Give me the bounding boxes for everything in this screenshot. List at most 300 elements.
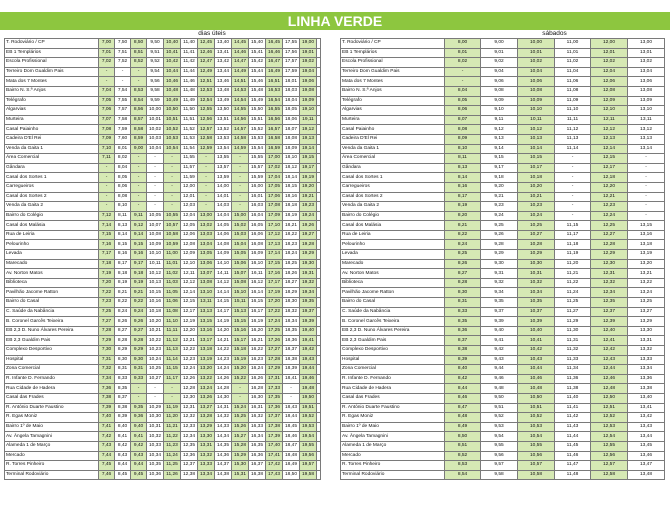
- departure-time: 8,59: [131, 134, 147, 144]
- departure-time: 13,19: [198, 355, 215, 365]
- departure-time: 10,21: [518, 192, 555, 202]
- departure-time: 16,00: [249, 182, 266, 192]
- departure-time: 16,10: [249, 259, 266, 269]
- departure-time: 11,44: [181, 67, 198, 77]
- departure-time: 12,23: [181, 355, 198, 365]
- departure-time: 11,54: [181, 144, 198, 154]
- departure-time: -: [164, 192, 181, 202]
- table-row: [341, 259, 665, 269]
- stop-name: Casal das Frades: [5, 393, 99, 403]
- stop-name: EB 1 Templários: [341, 48, 445, 58]
- departure-time: 17,31: [266, 374, 283, 384]
- table-row: [341, 269, 665, 279]
- departure-time: 12,20: [591, 182, 628, 192]
- departure-time: 11,38: [555, 384, 591, 394]
- departure-time: 10,17: [518, 163, 555, 173]
- table-row: [341, 58, 665, 68]
- departure-time: 7,10: [99, 144, 115, 154]
- departure-time: 14,54: [232, 96, 249, 106]
- stop-name: C. Saúde da Nabância: [341, 307, 445, 317]
- spacer-cell: [317, 288, 321, 298]
- departure-time: 12,00: [181, 182, 198, 192]
- departure-time: 11,46: [181, 77, 198, 87]
- departure-time: 14,10: [215, 259, 232, 269]
- departure-time: 17,36: [266, 403, 283, 413]
- stop-name: Carregueiros: [5, 182, 99, 192]
- departure-time: 11,15: [164, 365, 181, 375]
- departure-time: 15,54: [249, 144, 266, 154]
- departure-time: 11,02: [164, 269, 181, 279]
- spacer-cell: [317, 134, 321, 144]
- departure-time: 16,59: [266, 144, 283, 154]
- departure-time: 10,21: [147, 326, 164, 336]
- departure-time: 7,27: [99, 317, 115, 327]
- stop-name: Carregueiros: [341, 182, 445, 192]
- departure-time: 15,13: [232, 307, 249, 317]
- departure-time: 18,49: [283, 461, 300, 471]
- stop-name: Venda da Gaita 2: [341, 202, 445, 212]
- departure-time: 18,03: [283, 86, 300, 96]
- departure-time: 13,20: [198, 365, 215, 375]
- spacer-cell: [317, 307, 321, 317]
- departure-time: 9,46: [481, 374, 518, 384]
- departure-time: 13,30: [628, 326, 665, 336]
- departure-time: 8,44: [115, 461, 131, 471]
- departure-time: 13,31: [198, 441, 215, 451]
- departure-time: 16,21: [249, 336, 266, 346]
- table-row: [5, 355, 321, 365]
- departure-time: 7,60: [115, 134, 131, 144]
- departure-time: -: [164, 384, 181, 394]
- departure-time: 9,29: [131, 346, 147, 356]
- departure-time: 10,41: [518, 336, 555, 346]
- departure-time: -: [164, 154, 181, 164]
- departure-time: -: [232, 173, 249, 183]
- table-row: [5, 240, 321, 250]
- departure-time: 12,13: [591, 134, 628, 144]
- departure-time: 11,25: [164, 461, 181, 471]
- departure-time: 19,56: [300, 451, 317, 461]
- departure-time: 17,16: [266, 269, 283, 279]
- departure-time: 9,31: [131, 365, 147, 375]
- stop-name: Marecado: [5, 259, 99, 269]
- stop-name: Pavilhão Jacome Ratton: [341, 288, 445, 298]
- spacer-cell: [317, 39, 321, 49]
- stop-name: Terreiro Dom Gualdim Pais: [5, 67, 99, 77]
- departure-time: 7,28: [99, 326, 115, 336]
- stop-name: Venda da Gaita 1: [5, 144, 99, 154]
- stop-name: Bairro N. S.ª Anjos: [341, 86, 445, 96]
- departure-time: 11,19: [555, 250, 591, 260]
- departure-time: 14,58: [232, 134, 249, 144]
- departure-time: 11,42: [555, 413, 591, 423]
- departure-time: 9,14: [131, 230, 147, 240]
- table-row: [341, 106, 665, 116]
- stop-name: Rua de Leiria: [341, 230, 445, 240]
- departure-time: -: [147, 154, 164, 164]
- departure-time: 14,04: [215, 211, 232, 221]
- departure-time: 10,05: [147, 211, 164, 221]
- table-row: [341, 288, 665, 298]
- departure-time: 12,01: [591, 48, 628, 58]
- departure-time: -: [283, 393, 300, 403]
- table-row: [5, 374, 321, 384]
- departure-time: 12,43: [591, 355, 628, 365]
- departure-time: 10,46: [518, 374, 555, 384]
- departure-time: 17,37: [266, 413, 283, 423]
- departure-time: 9,52: [147, 58, 164, 68]
- departure-time: 11,48: [181, 86, 198, 96]
- departure-time: 19,02: [300, 58, 317, 68]
- departure-time: 16,09: [249, 250, 266, 260]
- departure-time: 7,29: [99, 336, 115, 346]
- departure-time: 12,55: [198, 106, 215, 116]
- spacer-cell: [317, 451, 321, 461]
- departure-time: -: [628, 154, 665, 164]
- departure-time: 10,50: [518, 393, 555, 403]
- departure-time: 17,55: [283, 39, 300, 49]
- departure-time: 8,37: [445, 336, 481, 346]
- departure-time: 18,37: [283, 346, 300, 356]
- departure-time: 15,31: [232, 470, 249, 480]
- departure-time: 13,06: [628, 77, 665, 87]
- departure-time: 7,09: [99, 134, 115, 144]
- stop-name: Venda da Gaita 1: [341, 144, 445, 154]
- stop-name: T. Rodoviário / CP: [341, 39, 445, 49]
- departure-time: 8,51: [445, 441, 481, 451]
- departure-time: 10,25: [147, 365, 164, 375]
- table-row: [341, 355, 665, 365]
- departure-time: 14,33: [215, 422, 232, 432]
- departure-time: 7,51: [115, 48, 131, 58]
- spacer-cell: [317, 202, 321, 212]
- stop-name: R. António Duarte Faustino: [341, 403, 445, 413]
- departure-time: 12,57: [591, 461, 628, 471]
- spacer-cell: [317, 326, 321, 336]
- table-row: [5, 326, 321, 336]
- departure-time: 13,10: [198, 288, 215, 298]
- departure-time: 7,06: [99, 106, 115, 116]
- table-row: [341, 173, 665, 183]
- stop-name: Bairro do Casal: [5, 298, 99, 308]
- departure-time: 13,44: [628, 432, 665, 442]
- table-row: [5, 221, 321, 231]
- departure-time: 8,04: [445, 86, 481, 96]
- departure-time: -: [131, 154, 147, 164]
- departure-time: 11,45: [555, 441, 591, 451]
- departure-time: 10,20: [518, 182, 555, 192]
- departure-time: 12,46: [591, 374, 628, 384]
- table-row: [5, 365, 321, 375]
- departure-time: 13,42: [215, 58, 232, 68]
- departure-time: 17,33: [266, 384, 283, 394]
- stop-name: Bairro 1º de Maio: [341, 422, 445, 432]
- departure-time: 7,17: [99, 250, 115, 260]
- departure-time: 16,04: [249, 211, 266, 221]
- departure-time: 7,23: [99, 298, 115, 308]
- stop-name: Cadeira D'El Rei: [5, 134, 99, 144]
- spacer-cell: [317, 86, 321, 96]
- departure-time: 7,12: [99, 211, 115, 221]
- table-row: [341, 202, 665, 212]
- departure-time: 15,46: [249, 77, 266, 87]
- departure-time: 11,44: [555, 432, 591, 442]
- departure-time: 12,45: [198, 39, 215, 49]
- departure-time: 10,22: [147, 336, 164, 346]
- table-row: [341, 125, 665, 135]
- table-row: [341, 346, 665, 356]
- departure-time: 16,06: [249, 230, 266, 240]
- departure-time: 8,11: [445, 154, 481, 164]
- departure-time: -: [147, 163, 164, 173]
- departure-time: 12,55: [591, 441, 628, 451]
- departure-time: 8,35: [445, 317, 481, 327]
- departure-time: 19,00: [300, 39, 317, 49]
- table-row: [341, 298, 665, 308]
- departure-time: 8,50: [445, 432, 481, 442]
- departure-time: 10,51: [518, 403, 555, 413]
- departure-time: 8,04: [115, 163, 131, 173]
- departure-time: 10,01: [518, 48, 555, 58]
- departure-time: 18,12: [283, 163, 300, 173]
- departure-time: 9,55: [481, 441, 518, 451]
- stop-name: Escola Profissional: [341, 58, 445, 68]
- departure-time: 12,44: [591, 365, 628, 375]
- departure-time: 14,34: [215, 432, 232, 442]
- table-row: [341, 96, 665, 106]
- departure-time: 9,59: [147, 96, 164, 106]
- departure-time: 15,27: [232, 432, 249, 442]
- spacer-cell: [317, 422, 321, 432]
- departure-time: 11,00: [555, 39, 591, 49]
- departure-time: 8,36: [445, 326, 481, 336]
- departure-time: 8,46: [445, 393, 481, 403]
- departure-time: 9,41: [481, 336, 518, 346]
- stop-name: Hospital: [341, 355, 445, 365]
- spacer-cell: [317, 211, 321, 221]
- departure-time: 11,08: [555, 86, 591, 96]
- departure-time: 12,02: [591, 58, 628, 68]
- spacer-cell: [317, 346, 321, 356]
- departure-time: 8,16: [115, 250, 131, 260]
- departure-time: 13,04: [198, 240, 215, 250]
- departure-time: 13,24: [198, 384, 215, 394]
- departure-time: 19,27: [300, 230, 317, 240]
- departure-time: 12,33: [181, 422, 198, 432]
- departure-time: 10,29: [518, 250, 555, 260]
- table-row: [5, 115, 321, 125]
- departure-time: 19,35: [300, 298, 317, 308]
- table-row: [341, 48, 665, 58]
- table-row: [341, 451, 665, 461]
- departure-time: 19,01: [300, 48, 317, 58]
- stop-name: Bairro do Casal: [341, 298, 445, 308]
- departure-time: 7,52: [115, 58, 131, 68]
- departure-time: 8,53: [131, 86, 147, 96]
- departure-time: 13,41: [215, 48, 232, 58]
- departure-time: 16,32: [249, 413, 266, 423]
- saturday-timetable: [340, 38, 665, 480]
- departure-time: 8,25: [445, 250, 481, 260]
- stop-name: Murteira: [341, 115, 445, 125]
- table-row: [341, 317, 665, 327]
- departure-time: 18,04: [283, 96, 300, 106]
- departure-time: 17,35: [266, 393, 283, 403]
- departure-time: 13,40: [215, 39, 232, 49]
- departure-time: 13,36: [628, 374, 665, 384]
- departure-time: 13,00: [628, 39, 665, 49]
- departure-time: -: [131, 384, 147, 394]
- departure-time: 11,40: [181, 39, 198, 49]
- departure-time: 10,36: [147, 470, 164, 480]
- departure-time: 12,17: [181, 307, 198, 317]
- departure-time: 7,39: [99, 403, 115, 413]
- departure-time: 10,43: [518, 355, 555, 365]
- departure-time: 14,12: [215, 278, 232, 288]
- departure-time: -: [99, 163, 115, 173]
- departure-time: 18,10: [283, 154, 300, 164]
- stop-name: Casal dos Sortes 2: [5, 192, 99, 202]
- table-row: [341, 240, 665, 250]
- departure-time: 14,35: [215, 441, 232, 451]
- departure-time: 12,06: [591, 77, 628, 87]
- departure-time: 11,41: [181, 48, 198, 58]
- departure-time: 16,49: [266, 67, 283, 77]
- departure-time: 13,38: [628, 384, 665, 394]
- stop-name: Venda da Gaita 2: [5, 202, 99, 212]
- weekday-label: dias úteis: [198, 30, 226, 37]
- departure-time: 13,57: [215, 163, 232, 173]
- departure-time: 9,51: [147, 48, 164, 58]
- departure-time: 18,32: [283, 307, 300, 317]
- departure-time: 10,02: [147, 125, 164, 135]
- departure-time: 17,38: [266, 422, 283, 432]
- table-row: [341, 393, 665, 403]
- departure-time: 11,21: [555, 269, 591, 279]
- table-row: [5, 413, 321, 423]
- departure-time: 10,55: [518, 441, 555, 451]
- departure-time: 17,39: [266, 432, 283, 442]
- departure-time: 17,57: [283, 58, 300, 68]
- departure-time: 19,52: [300, 413, 317, 423]
- stop-name: Casal Paiainho: [341, 125, 445, 135]
- stop-name: R. Infante D. Fernando: [5, 374, 99, 384]
- departure-time: 12,21: [181, 336, 198, 346]
- departure-time: 8,53: [445, 461, 481, 471]
- departure-time: 9,08: [481, 86, 518, 96]
- departure-time: 14,19: [215, 317, 232, 327]
- departure-time: 19,34: [300, 288, 317, 298]
- departure-time: 8,01: [115, 144, 131, 154]
- departure-time: -: [131, 393, 147, 403]
- departure-time: 11,32: [555, 346, 591, 356]
- departure-time: 10,23: [147, 346, 164, 356]
- departure-time: 11,24: [164, 451, 181, 461]
- departure-time: 19,44: [300, 365, 317, 375]
- departure-time: 15,02: [232, 221, 249, 231]
- departure-time: 19,04: [300, 67, 317, 77]
- table-row: [5, 211, 321, 221]
- stop-name: Terminal Rodoviário: [5, 470, 99, 480]
- departure-time: 9,32: [481, 278, 518, 288]
- table-row: [341, 115, 665, 125]
- spacer-cell: [317, 432, 321, 442]
- table-row: [5, 230, 321, 240]
- departure-time: 16,38: [249, 470, 266, 480]
- departure-time: 15,06: [232, 259, 249, 269]
- departure-time: 16,30: [249, 393, 266, 403]
- departure-time: 14,06: [215, 230, 232, 240]
- departure-time: 16,12: [249, 278, 266, 288]
- departure-time: 12,18: [591, 173, 628, 183]
- departure-time: 15,29: [232, 451, 249, 461]
- departure-time: 8,08: [115, 192, 131, 202]
- stop-name: Zona Comercial: [341, 365, 445, 375]
- departure-time: 8,50: [131, 39, 147, 49]
- departure-time: 10,53: [518, 422, 555, 432]
- departure-time: 11,08: [164, 307, 181, 317]
- stop-name: Hospital: [5, 355, 99, 365]
- stop-name: R. Infante D. Fernando: [341, 374, 445, 384]
- departure-time: 16,05: [249, 221, 266, 231]
- departure-time: 13,02: [198, 221, 215, 231]
- departure-time: 9,16: [131, 250, 147, 260]
- departure-time: 9,00: [481, 39, 518, 49]
- departure-time: 19,41: [300, 336, 317, 346]
- departure-time: 12,37: [591, 307, 628, 317]
- departure-time: 10,40: [164, 39, 181, 49]
- departure-time: 10,04: [518, 67, 555, 77]
- departure-time: 11,46: [555, 451, 591, 461]
- departure-time: 19,19: [300, 173, 317, 183]
- departure-time: 7,18: [99, 259, 115, 269]
- departure-time: 11,59: [181, 173, 198, 183]
- stop-name: B. Coronel Garcês Teixeira: [341, 317, 445, 327]
- departure-time: 14,24: [215, 365, 232, 375]
- departure-time: 18,14: [283, 173, 300, 183]
- departure-time: 18,25: [283, 259, 300, 269]
- departure-time: 8,06: [445, 106, 481, 116]
- departure-time: 15,24: [232, 403, 249, 413]
- stop-name: Bairro N. S.ª Anjos: [5, 86, 99, 96]
- departure-time: 9,30: [481, 259, 518, 269]
- departure-time: 11,01: [555, 48, 591, 58]
- departure-time: -: [555, 192, 591, 202]
- departure-time: 7,15: [99, 230, 115, 240]
- departure-time: 14,08: [215, 240, 232, 250]
- departure-time: 9,12: [131, 221, 147, 231]
- departure-time: 8,11: [115, 211, 131, 221]
- stop-name: Av. Ângela Tamagnini: [341, 432, 445, 442]
- spacer-cell: [317, 393, 321, 403]
- departure-time: 13,04: [628, 67, 665, 77]
- departure-time: 14,47: [232, 58, 249, 68]
- departure-time: 9,11: [481, 115, 518, 125]
- departure-time: 12,22: [181, 346, 198, 356]
- departure-time: 12,52: [591, 413, 628, 423]
- departure-time: 16,03: [249, 202, 266, 212]
- departure-time: 19,53: [300, 422, 317, 432]
- departure-time: 15,00: [232, 211, 249, 221]
- departure-time: 9,28: [131, 336, 147, 346]
- departure-time: 7,34: [99, 374, 115, 384]
- departure-time: 8,35: [115, 384, 131, 394]
- departure-time: 7,08: [99, 125, 115, 135]
- departure-time: -: [147, 192, 164, 202]
- table-row: [5, 336, 321, 346]
- departure-time: 10,11: [147, 259, 164, 269]
- departure-time: -: [131, 182, 147, 192]
